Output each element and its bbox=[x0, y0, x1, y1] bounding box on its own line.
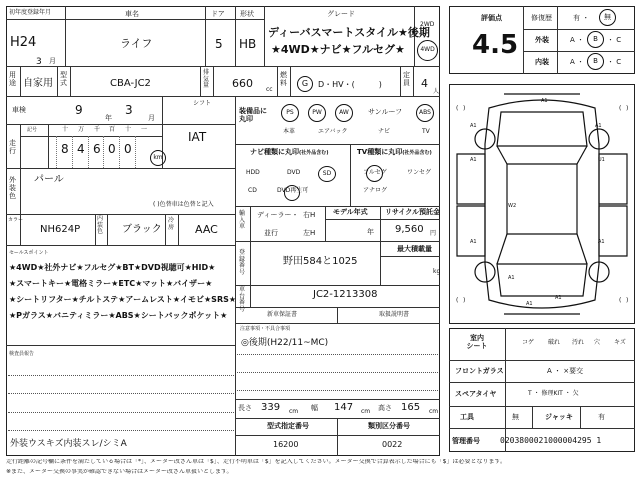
plate-label: 登録番号 bbox=[239, 249, 246, 276]
divider bbox=[20, 66, 21, 96]
recycle-value: 9,560 bbox=[395, 224, 424, 235]
notes-text: ◎後期(H22/11~MC) bbox=[241, 338, 329, 348]
mgmt-label: 管理番号 bbox=[452, 437, 480, 445]
divider bbox=[6, 19, 264, 20]
exterior-label: 外装色 bbox=[9, 176, 16, 201]
seats-value: 4 bbox=[421, 77, 428, 90]
model-label: 車名 bbox=[125, 10, 139, 18]
diagram-mark: W2 bbox=[508, 203, 517, 209]
import-left: 左H bbox=[303, 229, 316, 237]
divider bbox=[72, 136, 73, 168]
sales-point-line: ★スマートキー★電格ミラー★ETC★マット★バイザー★ bbox=[9, 279, 213, 288]
divider bbox=[20, 124, 21, 168]
doors-value: 5 bbox=[215, 37, 223, 51]
equipment-item: サンルーフ bbox=[368, 108, 403, 116]
divider bbox=[65, 6, 66, 66]
jack-label: ジャッキ bbox=[545, 413, 573, 421]
color-code-value: NH624P bbox=[40, 224, 81, 235]
chassis-value: JC2-1213308 bbox=[313, 289, 378, 300]
reg-month-unit: 月 bbox=[49, 57, 56, 65]
mileage-unit-label: 万 bbox=[78, 126, 85, 133]
divider bbox=[235, 6, 236, 66]
spec-label: 型式指定番号 bbox=[267, 422, 309, 430]
recycle-label: リサイクル預託金 bbox=[385, 208, 441, 216]
reg-era: H24 bbox=[10, 35, 37, 50]
divider bbox=[449, 406, 635, 407]
divider bbox=[235, 399, 440, 400]
diagram-mark: A1 bbox=[470, 157, 477, 163]
divider bbox=[6, 214, 235, 215]
tv-circle bbox=[366, 165, 383, 182]
plate-value: 野田584と1025 bbox=[283, 256, 358, 267]
width-value: 147 bbox=[334, 402, 354, 413]
drive-2wd: 2WD bbox=[420, 21, 435, 28]
mileage-label: 走行 bbox=[9, 139, 16, 156]
drive-4wd: 4WD bbox=[420, 46, 435, 54]
class-value: 0022 bbox=[382, 440, 403, 449]
tv-item: フルセグ bbox=[363, 169, 387, 176]
equipment-item: TV bbox=[422, 128, 430, 135]
divider bbox=[449, 428, 635, 429]
divider bbox=[250, 241, 251, 307]
warranty-label: 新車保証書 bbox=[267, 311, 298, 318]
navi-label bbox=[250, 148, 329, 157]
mileage-digit: 6 bbox=[93, 142, 101, 156]
repair-options: 有 ・ bbox=[573, 14, 590, 22]
divider bbox=[250, 206, 251, 241]
seat-item: 穴 bbox=[594, 339, 601, 346]
equipment-item: PS bbox=[286, 108, 294, 116]
recycle-unit: 円 bbox=[430, 230, 437, 237]
mileage-digit: 4 bbox=[77, 142, 85, 156]
divider bbox=[380, 256, 440, 257]
tv-sub: (社外品含む) bbox=[402, 150, 432, 156]
equipment-item: ナビ bbox=[378, 128, 391, 135]
equipment-item: エアバック bbox=[318, 128, 348, 135]
repair-label: 修復歴 bbox=[531, 14, 552, 22]
navi-item: SD bbox=[322, 169, 332, 177]
shift-value: IAT bbox=[188, 130, 207, 144]
divider bbox=[380, 206, 381, 285]
divider bbox=[6, 66, 440, 67]
divider bbox=[413, 66, 414, 96]
interior-color-value: ブラック bbox=[122, 224, 162, 235]
navi-circle bbox=[318, 166, 336, 182]
inspection-month-unit: 月 bbox=[148, 114, 155, 122]
reg-month: 3 bbox=[36, 57, 42, 67]
seat-item: 破れ bbox=[548, 339, 561, 346]
divider bbox=[213, 66, 214, 96]
mileage-unit-label: 百 bbox=[109, 126, 116, 133]
svg-text:(: ( bbox=[619, 105, 622, 112]
divider bbox=[6, 124, 235, 125]
rating-label: 評価点 bbox=[481, 14, 502, 22]
drive-4wd-circle bbox=[417, 40, 438, 61]
height-unit: cm bbox=[429, 408, 439, 415]
divider bbox=[88, 136, 89, 168]
divider bbox=[235, 323, 440, 324]
divider bbox=[20, 168, 21, 214]
svg-text:(: ( bbox=[456, 105, 459, 112]
diagram-mark: A1 bbox=[508, 275, 515, 281]
repair-circle bbox=[599, 9, 616, 26]
divider bbox=[523, 6, 524, 74]
navi-item: HDD bbox=[246, 169, 260, 176]
int-label: 内装 bbox=[535, 58, 549, 66]
inspection-label: 車検 bbox=[12, 106, 26, 114]
ext-selected: B bbox=[593, 35, 598, 44]
seats-label: 定員 bbox=[403, 71, 410, 88]
ac-label: 冷房 bbox=[168, 217, 175, 231]
mileage-km: km bbox=[153, 153, 163, 161]
equipment-circle bbox=[335, 104, 353, 122]
equipment-item: 本革 bbox=[283, 128, 296, 135]
sales-point-line: ★シートリフター★チルトステ★アームレスト★イモビ★SRS★ bbox=[9, 295, 237, 304]
divider bbox=[235, 96, 236, 456]
exterior-note: ( )色替車は色替と記入 bbox=[153, 201, 214, 208]
equipment-circle bbox=[281, 104, 299, 122]
divider bbox=[20, 136, 162, 137]
displacement-label: 排気量 bbox=[203, 69, 210, 90]
import-label: 輸入車 bbox=[239, 210, 246, 231]
sales-point-line: ★4WD★社外ナビ★フルセグ★BT★DVD視聴可★HID★ bbox=[9, 263, 216, 272]
dotted-line bbox=[8, 412, 234, 413]
mgmt-value: 0203800021000004295 1 bbox=[500, 436, 602, 445]
notes-label: 注意事項・不具合事項 bbox=[240, 326, 291, 332]
divider bbox=[107, 214, 108, 245]
equipment-label: 装備品に丸印 bbox=[239, 107, 267, 124]
max-load-unit: kg bbox=[433, 268, 441, 275]
dotted-line bbox=[8, 375, 234, 376]
divider bbox=[135, 136, 136, 168]
tv-label bbox=[357, 148, 432, 157]
divider bbox=[6, 345, 235, 346]
interior-color-label: 内装色 bbox=[97, 215, 104, 236]
grade-line2: ★4WD★ナビ★フルセグ★ bbox=[271, 43, 405, 56]
divider bbox=[277, 66, 278, 96]
dotted-line bbox=[8, 430, 234, 431]
svg-text:): ) bbox=[626, 105, 629, 112]
divider bbox=[6, 245, 235, 246]
diagram-mark: A1 bbox=[598, 239, 605, 245]
diagram-mark: U1 bbox=[598, 157, 605, 163]
navi-label-text: ナビ種類に丸印 bbox=[250, 148, 299, 156]
import-right: 右H bbox=[303, 211, 316, 219]
divider bbox=[95, 214, 96, 245]
divider bbox=[337, 418, 338, 456]
use-label: 用途 bbox=[9, 71, 16, 88]
height-label: 高さ bbox=[378, 404, 392, 412]
navi-item: DVD再生可 bbox=[277, 187, 309, 194]
divider bbox=[337, 307, 338, 323]
ext-label: 外装 bbox=[535, 36, 549, 44]
dotted-line bbox=[237, 372, 438, 373]
exterior-color: パール bbox=[34, 174, 64, 185]
grade-label: グレード bbox=[327, 10, 355, 18]
mileage-unit-label: 千 bbox=[94, 126, 101, 133]
divider bbox=[557, 6, 558, 74]
svg-text:): ) bbox=[626, 297, 629, 304]
width-unit: cm bbox=[361, 408, 371, 415]
displacement-unit: cc bbox=[266, 86, 273, 93]
diagram-mark: A1 bbox=[595, 123, 602, 129]
divider bbox=[235, 241, 440, 242]
import-parallel: 並行 bbox=[264, 229, 278, 237]
diagram-mark: A1 bbox=[541, 98, 548, 104]
divider bbox=[400, 66, 401, 96]
diagram-mark: A1 bbox=[470, 239, 477, 245]
divider bbox=[205, 6, 206, 66]
tv-item: ワンセグ bbox=[407, 169, 432, 176]
fuel-g: G bbox=[301, 79, 309, 89]
front-glass-label: フロントガラス bbox=[455, 367, 504, 375]
divider bbox=[200, 66, 201, 96]
svg-text:(: ( bbox=[456, 297, 459, 304]
ac-value: AAC bbox=[195, 223, 218, 236]
mileage-unit-label: 十 bbox=[125, 126, 132, 133]
footer-line1: 走行距離の記号欄に条件を満たしている場合は「*」、メーター改ざん車は「$」、走行不明車は「$」を記入してください。メーター交換で合算表示した場合にも「$」は必要となります。 bbox=[6, 459, 506, 465]
divider bbox=[6, 168, 235, 169]
divider bbox=[6, 96, 440, 97]
int-right: ・ C bbox=[607, 58, 622, 66]
use-value: 自家用 bbox=[23, 78, 53, 89]
height-value: 165 bbox=[401, 402, 421, 413]
color-code-label: カラー bbox=[8, 217, 24, 223]
divider bbox=[264, 6, 265, 66]
tools-value: 無 bbox=[512, 413, 519, 421]
spare-tire-label: スペアタイヤ bbox=[455, 390, 497, 398]
type-label: 型式 bbox=[60, 71, 67, 88]
doors-label: ドア bbox=[211, 10, 225, 18]
divider bbox=[119, 136, 120, 168]
mileage-note: 記号 bbox=[27, 127, 38, 133]
inspection-month: 3 bbox=[125, 103, 133, 117]
inspector-text: 外装ウスキズ内装スレ/シミA bbox=[10, 439, 127, 449]
divider bbox=[290, 66, 291, 96]
equipment-item: PW bbox=[312, 108, 322, 116]
diagram-mark: A1 bbox=[526, 301, 533, 307]
divider bbox=[580, 406, 581, 428]
repair-selected: 無 bbox=[604, 13, 611, 22]
tv-item: アナログ bbox=[363, 187, 388, 194]
spare-tire-value: T ・ 修理KIT ・ 欠 bbox=[528, 390, 579, 397]
equipment-item: AW bbox=[339, 108, 349, 116]
navi-sub: (社外品含む) bbox=[299, 150, 329, 156]
divider bbox=[70, 66, 71, 96]
svg-text:(: ( bbox=[619, 297, 622, 304]
width-label: 幅 bbox=[311, 404, 318, 412]
divider bbox=[235, 144, 440, 145]
chassis-label: 車台番号 bbox=[239, 286, 246, 313]
length-label: 長さ bbox=[238, 404, 252, 412]
divider bbox=[523, 51, 635, 52]
fuel-others: D・HV・( ) bbox=[318, 80, 382, 89]
diagram-mark: A1 bbox=[470, 123, 477, 129]
import-dealer: ディーラー・ bbox=[257, 211, 299, 219]
spec-value: 16200 bbox=[273, 440, 299, 449]
int-left: A ・ bbox=[570, 58, 585, 66]
mileage-unit-label: 十 bbox=[62, 126, 69, 133]
shape-label: 形状 bbox=[240, 10, 254, 18]
type-value: CBA-JC2 bbox=[110, 78, 151, 89]
int-selected: B bbox=[593, 57, 598, 66]
model-year-label: モデル年式 bbox=[333, 208, 368, 216]
divider bbox=[235, 435, 440, 436]
max-load-label: 最大積載量 bbox=[397, 245, 432, 253]
divider bbox=[165, 214, 166, 245]
footer-line2: ※また、メーター交換の事実が確認できない場合はメーター改ざん車扱いとします。 bbox=[6, 469, 233, 475]
seat-item: キズ bbox=[614, 339, 626, 346]
divider bbox=[350, 144, 351, 206]
fuel-g-circle bbox=[297, 76, 313, 92]
divider bbox=[48, 124, 49, 168]
navi-item: CD bbox=[248, 187, 257, 194]
divider bbox=[325, 219, 440, 220]
equipment-circle bbox=[416, 104, 434, 122]
mileage-km-circle bbox=[150, 150, 166, 166]
dotted-line bbox=[8, 393, 234, 394]
inspector-label: 検査員報告 bbox=[9, 351, 35, 357]
seat-label: 室内 シート bbox=[466, 334, 488, 351]
svg-text:): ) bbox=[463, 105, 466, 112]
inspection-year-unit: 年 bbox=[105, 114, 112, 122]
divider bbox=[103, 136, 104, 168]
length-value: 339 bbox=[261, 402, 281, 413]
navi-item: DVD bbox=[287, 169, 301, 176]
diagram-mark: A1 bbox=[555, 295, 562, 301]
model-value: ライフ bbox=[120, 37, 153, 50]
manual-label: 取扱説明書 bbox=[379, 311, 410, 318]
divider bbox=[235, 285, 440, 286]
length-unit: cm bbox=[289, 408, 299, 415]
divider bbox=[57, 66, 58, 96]
displacement-value: 660 bbox=[232, 77, 253, 90]
divider bbox=[532, 406, 533, 428]
car-diagram-icon bbox=[449, 84, 635, 324]
dotted-line bbox=[237, 390, 438, 391]
dotted-line bbox=[237, 354, 438, 355]
divider bbox=[56, 136, 57, 168]
equipment-item: ABS bbox=[419, 108, 431, 116]
divider bbox=[235, 206, 440, 207]
divider bbox=[449, 382, 635, 383]
divider bbox=[505, 328, 506, 452]
rating-score: 4.5 bbox=[472, 30, 519, 60]
divider bbox=[325, 206, 326, 241]
ext-right: ・ C bbox=[607, 36, 622, 44]
sales-points-label: セールスポイント bbox=[9, 250, 49, 256]
jack-value: 有 bbox=[598, 413, 605, 421]
seat-item: コゲ bbox=[522, 339, 535, 346]
mileage-unit-label: 一 bbox=[141, 126, 148, 133]
reg-year-label: 初年度登録年月 bbox=[9, 9, 52, 16]
divider bbox=[523, 29, 635, 30]
grade-line1: ディーバスマートスタイル★後期 bbox=[268, 26, 430, 39]
ext-circle bbox=[587, 31, 604, 48]
seats-unit: 人 bbox=[433, 88, 440, 95]
mileage-digit: 0 bbox=[108, 142, 116, 156]
tv-label-text: TV種類に丸印 bbox=[357, 148, 403, 156]
ext-left: A ・ bbox=[570, 36, 585, 44]
sales-point-line: ★Pガラス★バニティミラー★ABS★シートバックポケット★ bbox=[9, 311, 228, 320]
model-year-unit: 年 bbox=[367, 228, 374, 236]
seat-item: 汚れ bbox=[572, 339, 585, 346]
tools-label: 工具 bbox=[460, 413, 474, 421]
shape-value: HB bbox=[239, 37, 257, 51]
svg-text:): ) bbox=[463, 297, 466, 304]
equipment-circle bbox=[308, 104, 326, 122]
fuel-label: 燃料 bbox=[280, 71, 287, 88]
mileage-digit: 0 bbox=[124, 142, 132, 156]
int-circle bbox=[587, 53, 604, 70]
divider bbox=[178, 214, 179, 245]
divider bbox=[449, 360, 635, 361]
navi-circle bbox=[284, 185, 300, 201]
shift-label: シフト bbox=[193, 100, 212, 107]
inspection-year: 9 bbox=[75, 103, 83, 117]
mileage-digit: 8 bbox=[61, 142, 69, 156]
front-glass-value: A ・ ×要交 bbox=[547, 367, 584, 375]
class-label: 類別区分番号 bbox=[368, 422, 410, 430]
